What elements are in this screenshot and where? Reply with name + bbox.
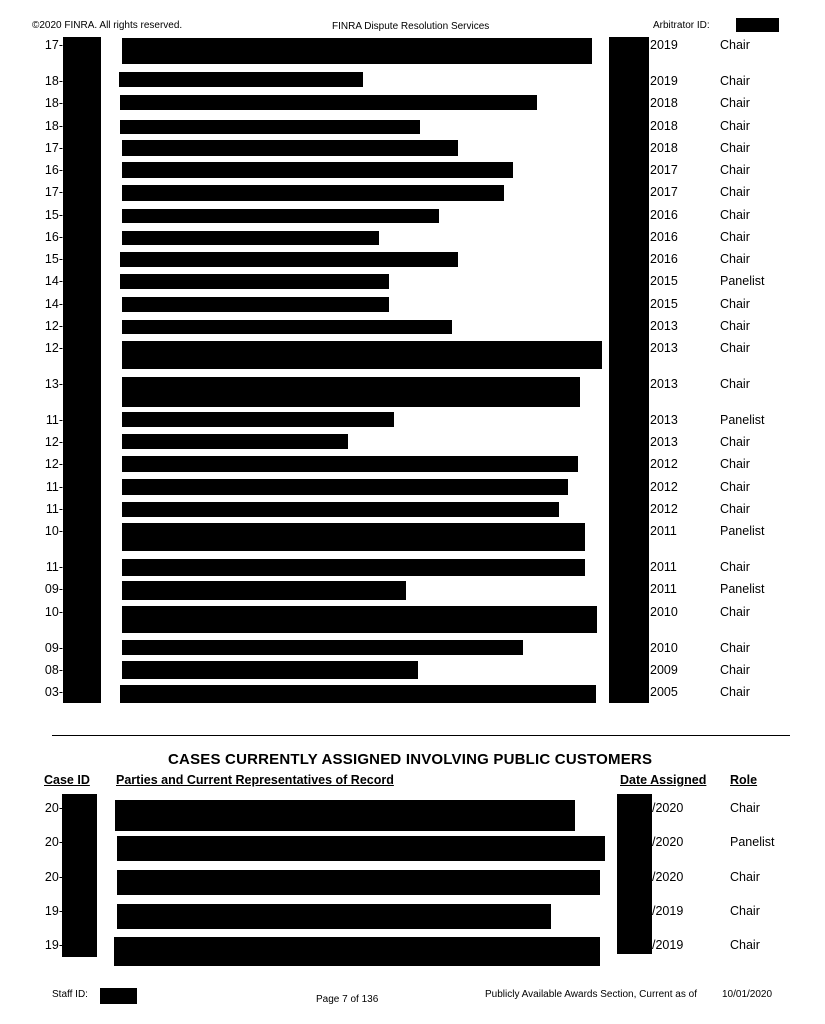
parties-redaction	[122, 320, 452, 334]
role: Chair	[720, 252, 750, 266]
role: Chair	[720, 141, 750, 155]
current-as-of-date: 10/01/2020	[722, 989, 773, 1000]
parties-redaction	[122, 297, 389, 312]
parties-redaction	[122, 231, 379, 245]
date-year: 2011	[650, 524, 677, 538]
role: Chair	[720, 208, 750, 222]
case-id-prefix: 11-	[45, 502, 63, 516]
case-id-prefix: 12-	[44, 435, 63, 449]
date-year: 2010	[650, 605, 678, 619]
parties-redaction	[122, 412, 394, 427]
date-year: 2015	[650, 297, 678, 311]
role: Chair	[720, 74, 750, 88]
case-id-prefix: 12-	[44, 341, 63, 355]
page-number: Page 7 of 136	[316, 994, 379, 1005]
date-column-redaction	[609, 37, 649, 703]
parties-redaction	[122, 640, 523, 655]
date-year: 2012	[650, 457, 678, 471]
case-id-prefix: 10-	[44, 524, 63, 538]
date-year: 2017	[650, 163, 678, 177]
section-title: CASES CURRENTLY ASSIGNED INVOLVING PUBLIC CUSTOMERS	[168, 751, 653, 768]
parties-redaction	[122, 456, 578, 472]
date-assigned: /2020	[652, 801, 684, 815]
role: Chair	[730, 801, 760, 815]
column-header-date-assigned: Date Assigned	[620, 773, 707, 787]
role: Chair	[720, 96, 750, 110]
date-year: 2018	[650, 141, 678, 155]
date-year: 2016	[650, 252, 678, 266]
case-id-prefix: 15-	[44, 252, 63, 266]
date-year: 2009	[650, 663, 678, 677]
column-header-case-id: Case ID	[44, 773, 90, 787]
parties-redaction	[122, 209, 439, 223]
date-year: 2011	[650, 582, 677, 596]
parties-redaction	[120, 120, 420, 134]
parties-redaction	[122, 377, 580, 407]
case-id-prefix: 17-	[44, 185, 63, 199]
role: Chair	[720, 119, 750, 133]
case-id-prefix: 18-	[44, 96, 63, 110]
parties-redaction	[117, 870, 600, 895]
case-id-prefix: 09-	[44, 582, 63, 596]
parties-redaction	[122, 162, 513, 178]
role: Chair	[720, 319, 750, 333]
case-id-prefix: 14-	[44, 274, 63, 288]
date-year: 2005	[650, 685, 678, 699]
role: Panelist	[720, 413, 765, 427]
parties-redaction	[119, 72, 363, 87]
role: Chair	[720, 163, 750, 177]
section-divider	[52, 735, 790, 736]
date-year: 2012	[650, 502, 678, 516]
case-id-prefix: 19-	[44, 938, 63, 952]
parties-redaction	[122, 38, 592, 64]
parties-redaction	[117, 904, 551, 929]
role: Panelist	[720, 274, 765, 288]
date-year: 2010	[650, 641, 678, 655]
header-title: FINRA Dispute Resolution Services	[332, 21, 490, 32]
staff-id-label: Staff ID:	[52, 989, 88, 1000]
date-assigned: /2020	[652, 870, 684, 884]
role: Chair	[720, 641, 750, 655]
role: Chair	[720, 230, 750, 244]
parties-redaction	[122, 661, 418, 679]
date-assigned: /2020	[652, 835, 684, 849]
case-id-prefix: 17-	[44, 141, 63, 155]
date-year: 2013	[650, 377, 678, 391]
date-year: 2013	[650, 435, 678, 449]
case-id-prefix: 11-	[45, 480, 63, 494]
date-year: 2013	[650, 319, 678, 333]
parties-redaction	[122, 434, 348, 449]
date-assigned: /2019	[652, 938, 684, 952]
role: Chair	[720, 663, 750, 677]
parties-redaction	[122, 140, 458, 156]
date-year: 2018	[650, 119, 678, 133]
parties-redaction	[120, 95, 537, 110]
role: Chair	[720, 377, 750, 391]
date-year: 2015	[650, 274, 678, 288]
date-year: 2019	[650, 38, 678, 52]
arbitrator-id-label: Arbitrator ID:	[653, 20, 710, 31]
parties-redaction	[120, 252, 458, 267]
role: Chair	[720, 480, 750, 494]
parties-redaction	[114, 937, 600, 966]
case-id-prefix: 12-	[44, 319, 63, 333]
role: Chair	[720, 502, 750, 516]
date-year: 2016	[650, 208, 678, 222]
case-id-prefix: 11-	[45, 560, 63, 574]
role: Chair	[720, 457, 750, 471]
date-year: 2013	[650, 413, 678, 427]
case-id-prefix: 12-	[44, 457, 63, 471]
role: Chair	[720, 560, 750, 574]
date-year: 2018	[650, 96, 678, 110]
case-id-prefix: 09-	[44, 641, 63, 655]
case-id-prefix: 15-	[44, 208, 63, 222]
role: Chair	[730, 938, 760, 952]
date-year: 2011	[650, 560, 677, 574]
case-id-prefix: 10-	[44, 605, 63, 619]
parties-redaction	[122, 559, 585, 576]
case-id-prefix: 18-	[44, 74, 63, 88]
case-id-prefix: 11-	[45, 413, 63, 427]
case-id-prefix: 16-	[44, 230, 63, 244]
role: Chair	[720, 341, 750, 355]
parties-redaction	[122, 606, 597, 633]
case-id-prefix: 03-	[44, 685, 63, 699]
case-id-prefix: 13-	[44, 377, 63, 391]
role: Chair	[720, 38, 750, 52]
awards-section-note: Publicly Available Awards Section, Current as of	[485, 989, 697, 1000]
date-year: 2017	[650, 185, 678, 199]
case-id-prefix: 20-	[44, 870, 63, 884]
date-year: 2019	[650, 74, 678, 88]
case-id-prefix: 19-	[44, 904, 63, 918]
parties-redaction	[122, 341, 602, 369]
parties-redaction	[122, 502, 559, 517]
parties-redaction	[120, 274, 389, 289]
case-id-prefix: 14-	[44, 297, 63, 311]
parties-redaction	[122, 479, 568, 495]
staff-id-redaction	[100, 988, 137, 1004]
role: Chair	[730, 904, 760, 918]
parties-redaction	[117, 836, 605, 861]
role: Chair	[720, 297, 750, 311]
case-id-prefix: 20-	[44, 835, 63, 849]
role: Chair	[720, 605, 750, 619]
case-id-prefix: 20-	[44, 801, 63, 815]
date-assigned: /2019	[652, 904, 684, 918]
role: Panelist	[720, 524, 765, 538]
column-header-parties: Parties and Current Representatives of Record	[116, 773, 394, 787]
role: Chair	[720, 185, 750, 199]
parties-redaction	[122, 185, 504, 201]
role: Panelist	[730, 835, 775, 849]
date-year: 2013	[650, 341, 678, 355]
role: Panelist	[720, 582, 765, 596]
arbitrator-id-redaction	[736, 18, 779, 32]
case-id-column-redaction	[63, 37, 101, 703]
case-id-prefix: 18-	[44, 119, 63, 133]
role: Chair	[720, 685, 750, 699]
parties-redaction	[115, 800, 575, 831]
case-id-prefix: 17-	[44, 38, 63, 52]
column-header-role: Role	[730, 773, 758, 787]
copyright-notice: ©2020 FINRA. All rights reserved.	[32, 20, 183, 31]
role: Chair	[720, 435, 750, 449]
date-year: 2012	[650, 480, 678, 494]
case-id-column-redaction	[62, 794, 97, 957]
date-year: 2016	[650, 230, 678, 244]
case-id-prefix: 16-	[44, 163, 63, 177]
date-column-redaction	[617, 794, 652, 954]
role: Chair	[730, 870, 760, 884]
parties-redaction	[120, 685, 596, 703]
case-id-prefix: 08-	[44, 663, 63, 677]
parties-redaction	[122, 581, 406, 600]
parties-redaction	[122, 523, 585, 551]
